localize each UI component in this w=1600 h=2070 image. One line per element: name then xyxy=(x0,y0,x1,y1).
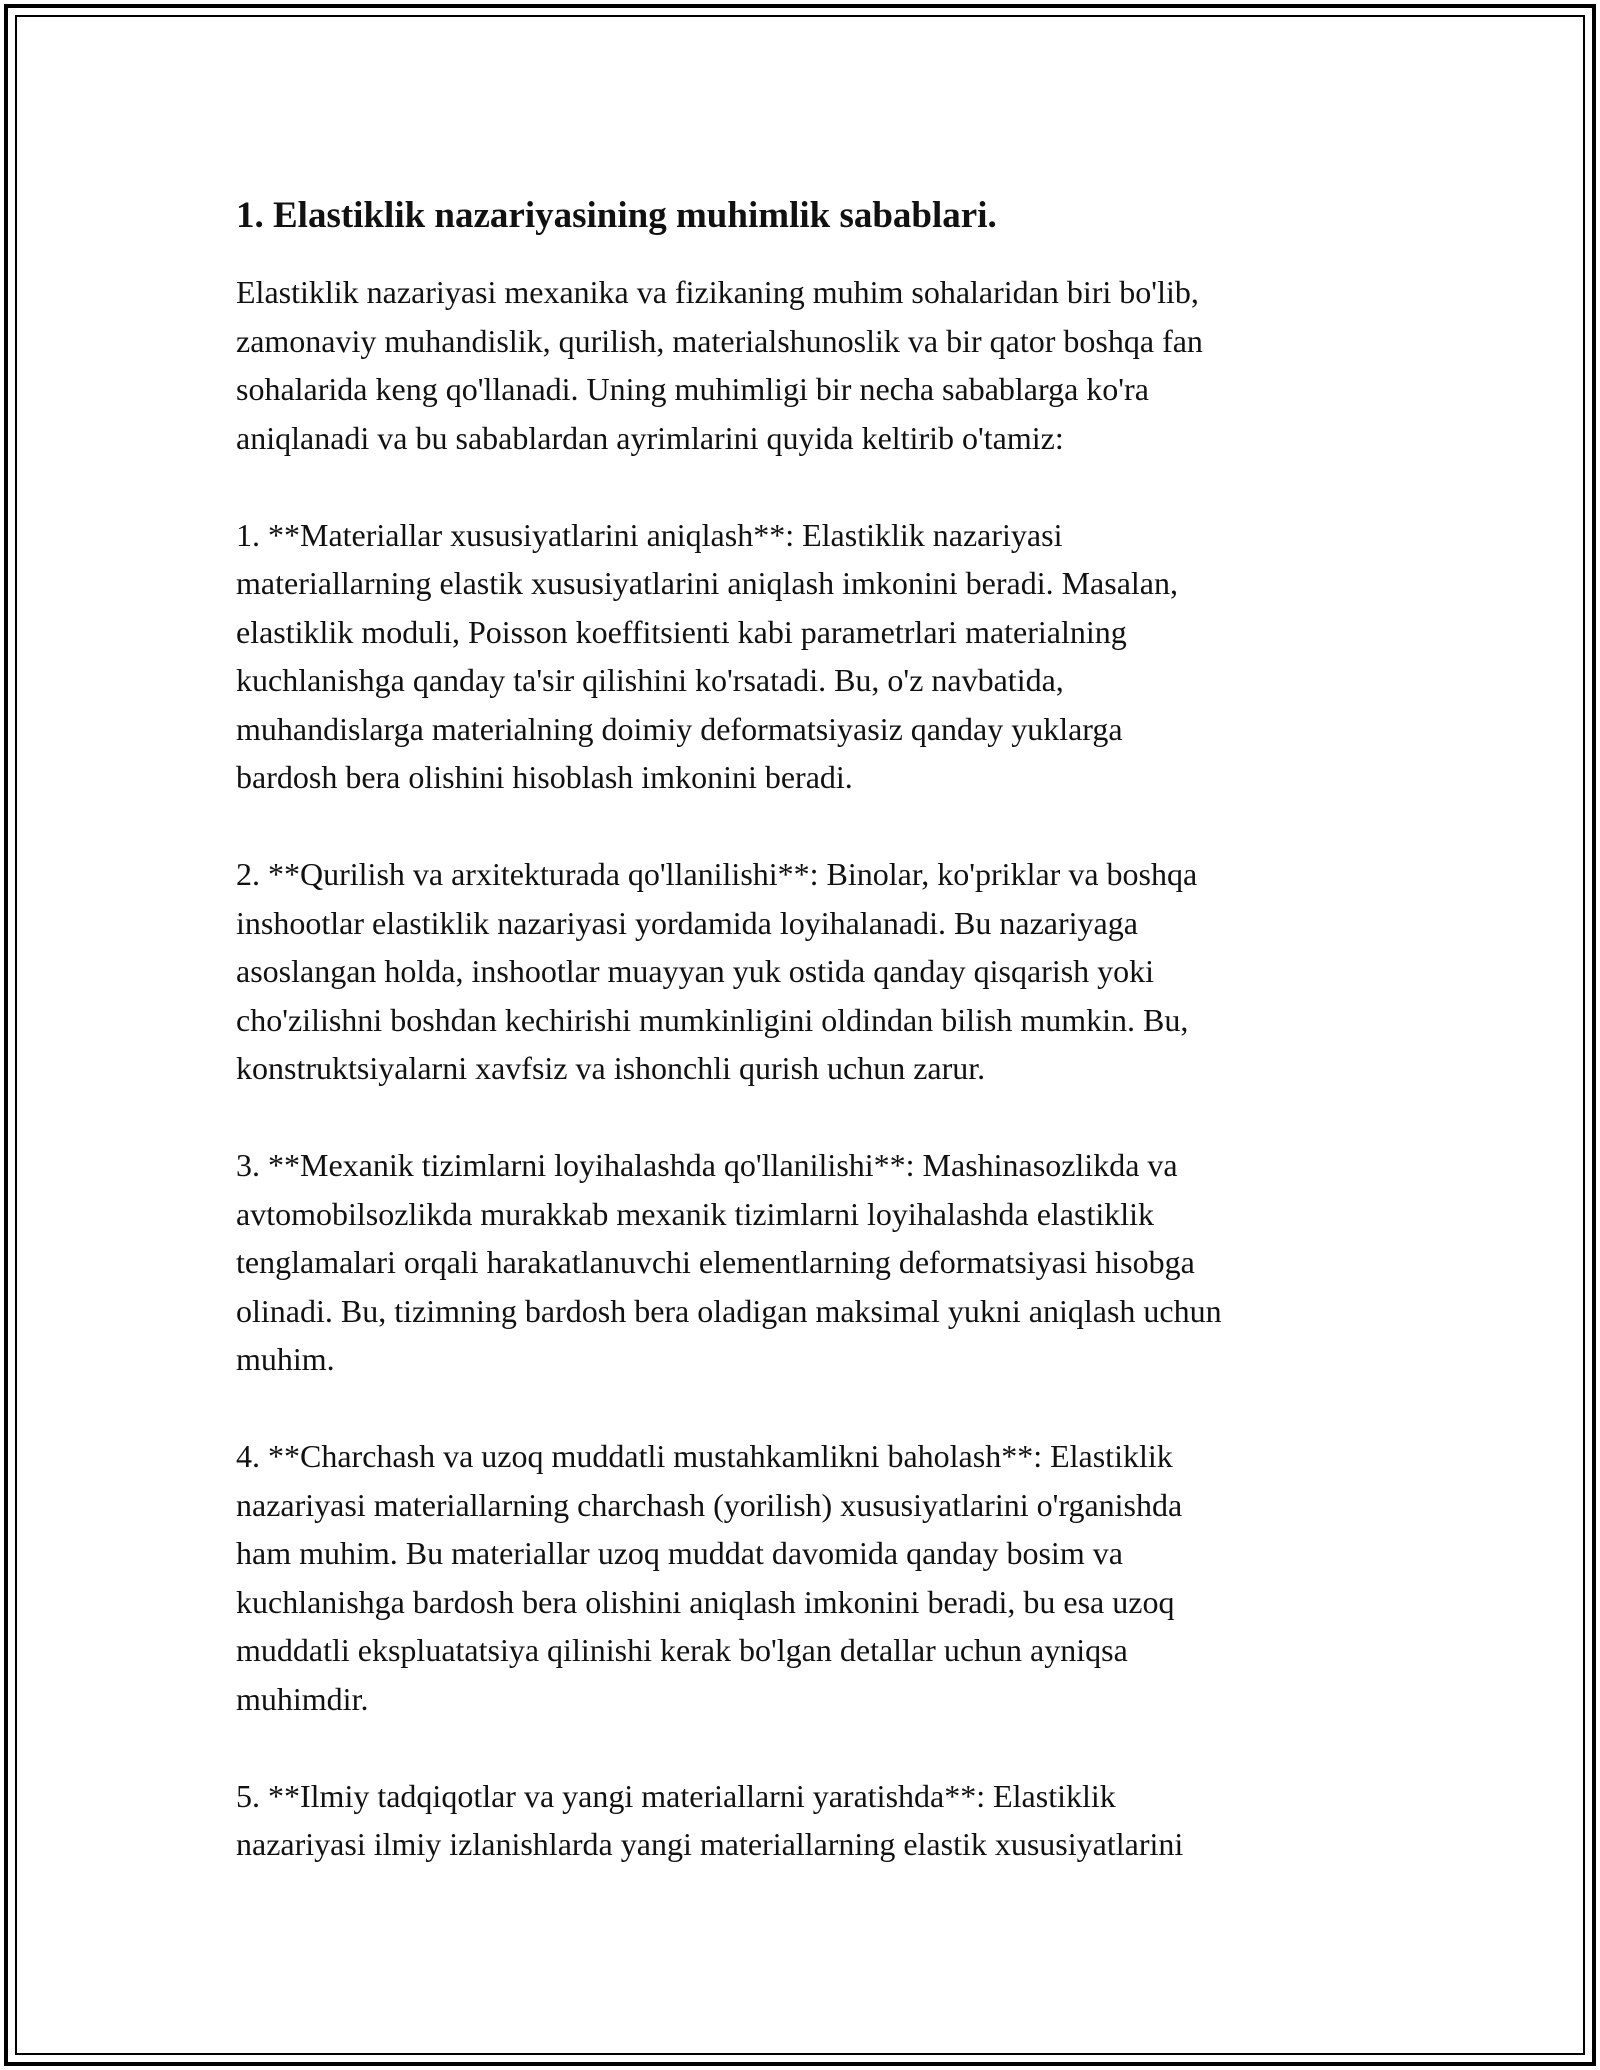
list-item-4: 4. **Charchash va uzoq muddatli mustahkamlikni baholash**: Elastiklik nazariyasi materiallarning charchash (yorilish) xususiyatlarini o'rganishda ham muhim. Bu materiallar uzoq muddat davomida qanday bosim va kuchlanishga bardosh bera olishini aniqlash imkonini beradi, bu esa uzoq muddatli ekspluatatsiya qilinishi kerak bo'lgan detallar uchun ayniqsa muhimdir. xyxy=(236,1438,1183,1717)
intro-paragraph: Elastiklik nazariyasi mexanika va fizikaning muhim sohalaridan biri bo'lib, zamonaviy muhandislik, qurilish, materialshunoslik va bir qator boshqa fan sohalarida keng qo'llanadi. Uning muhimligi bir necha sabablarga ko'ra aniqlanadi va bu sabablardan ayrimlarini quyida keltirib o'tamiz: xyxy=(236,274,1203,456)
list-item-1: 1. **Materiallar xususiyatlarini aniqlash**: Elastiklik nazariyasi materiallarning elastik xususiyatlarini aniqlash imkonini beradi. Masalan, elastiklik moduli, Poisson koeffitsienti kabi parametrlari materialning kuchlanishga qanday ta'sir qilishini ko'rsatadi. Bu, o'z navbatida, muhandislarga materialning doimiy deformatsiyasiz qanday yuklarga bardosh bera olishini hisoblash imkonini beradi. xyxy=(236,516,1178,795)
list-item-3: 3. **Mexanik tizimlarni loyihalashda qo'llanilishi**: Mashinasozlikda va avtomobilsozlikda murakkab mexanik tizimlarni loyihalashda elastiklik tenglamalari orqali harakatlanuvchi elementlarning deformatsiyasi hisobga olinadi. Bu, tizimning bardosh bera oladigan maksimal yukni aniqlash uchun muhim. xyxy=(236,1147,1222,1377)
list-item-2: 2. **Qurilish va arxitekturada qo'llanilishi**: Binolar, ko'priklar va boshqa inshootlar elastiklik nazariyasi yordamida loyihalanadi. Bu nazariyaga asoslangan holda, inshootlar muayyan yuk ostida qanday qisqarish yoki cho'zilishni boshdan kechirishi mumkinligini oldindan bilish mumkin. Bu, konstruktsiyalarni xavfsiz va ishonchli qurish uchun zarur. xyxy=(236,856,1198,1086)
document-title: 1. Elastiklik nazariyasining muhimlik sabablari. xyxy=(236,195,997,236)
list-item-5: 5. **Ilmiy tadqiqotlar va yangi materiallarni yaratishda**: Elastiklik nazariyasi ilmiy izlanishlarda yangi materiallarning elastik xususiyatlarini xyxy=(236,1777,1184,1862)
document-body xyxy=(236,186,1386,1917)
